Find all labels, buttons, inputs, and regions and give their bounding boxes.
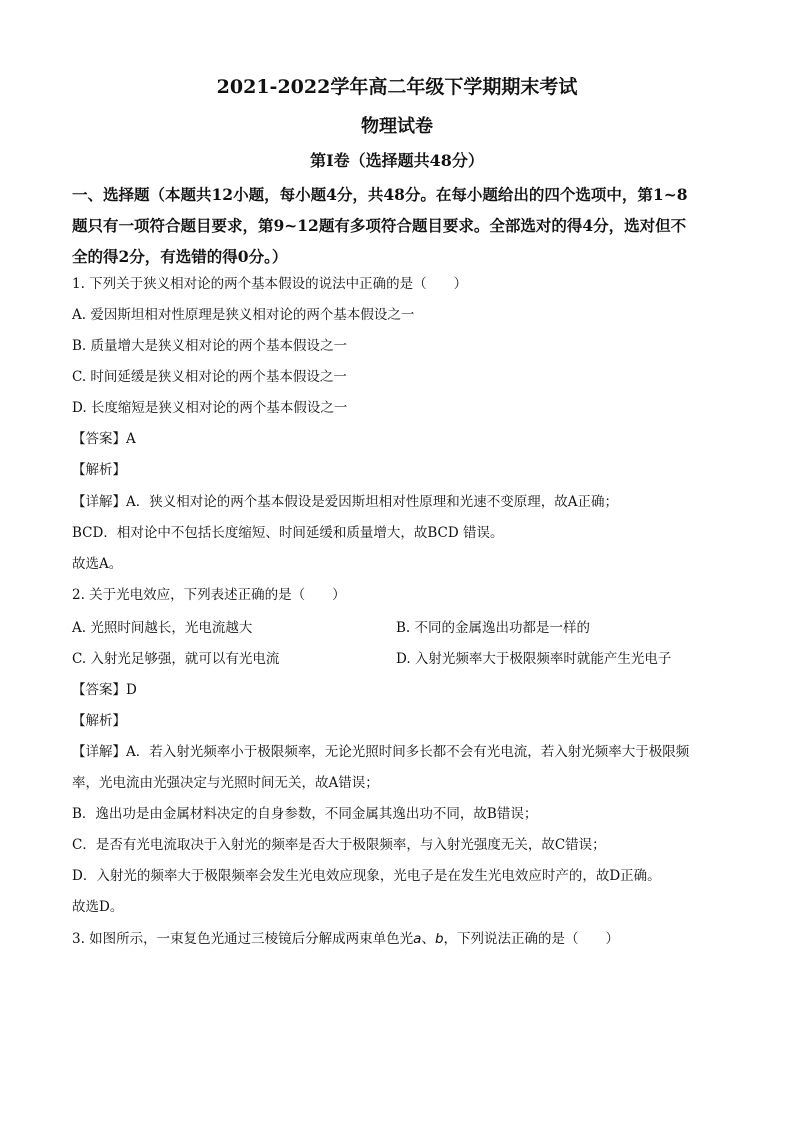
part-heading: 第Ⅰ卷（选择题共48分）: [310, 151, 484, 170]
question-1-option-c: C. 时间延缓是狭义相对论的两个基本假设之一: [72, 369, 347, 385]
exam-subject: 物理试卷: [361, 116, 433, 137]
instructions-line-2: 题只有一项符合题目要求，第9~12题有多项符合题目要求。全部选对的得4分，选对但不: [72, 216, 687, 235]
question-1-analysis: 【解析】: [72, 462, 126, 478]
question-2-conclusion: 故选D。: [72, 899, 124, 915]
question-2-option-c: C. 入射光足够强，就可以有光电流: [72, 651, 280, 667]
question-2-detail-1: 【详解】A．若入射光频率小于极限频率，无论光照时间多长都不会有光电流，若入射光频率大于极限频: [72, 744, 690, 760]
instructions-line-3: 全的得2分，有选错的得0分。）: [72, 247, 288, 266]
question-3-stem: [72, 929, 619, 949]
question-1-option-a: A. 爱因斯坦相对性原理是狭义相对论的两个基本假设之一: [72, 307, 415, 323]
question-2-stem: 2. 关于光电效应，下列表述正确的是（ ）: [72, 587, 346, 603]
question-3-separator: 、: [421, 931, 435, 947]
question-3-stem-after: ，下列说法正确的是（ ）: [443, 931, 620, 947]
question-2-answer: 【答案】D: [72, 682, 137, 698]
exam-title: 2021-2022学年高二年级下学期期末考试: [216, 76, 578, 98]
question-1-detail-2: BCD．相对论中不包括长度缩短、时间延缓和质量增大，故BCD 错误。: [72, 525, 504, 541]
question-2-detail-2: 率，光电流由光强决定与光照时间无关，故A错误；: [72, 775, 379, 791]
question-1-detail-1: 【详解】A．狭义相对论的两个基本假设是爱因斯坦相对性原理和光速不变原理，故A正确；: [72, 494, 618, 510]
question-2-detail-3: B．逸出功是由金属材料决定的自身参数，不同金属其逸出功不同，故B错误；: [72, 806, 538, 822]
instructions-line-1: 一、选择题（本题共12小题，每小题4分，共48分。在每小题给出的四个选项中，第1~8: [72, 185, 688, 204]
question-1-option-b: B. 质量增大是狭义相对论的两个基本假设之一: [72, 338, 348, 354]
variable-b: b: [434, 931, 444, 947]
question-2-analysis: 【解析】: [72, 713, 126, 729]
variable-a: a: [413, 931, 422, 947]
question-3-stem-before: 3. 如图所示，一束复色光通过三棱镜后分解成两束单色光: [72, 931, 414, 947]
question-1-option-d: D. 长度缩短是狭义相对论的两个基本假设之一: [72, 400, 348, 416]
section-instructions: [72, 179, 724, 272]
question-2-option-b: B. 不同的金属逸出功都是一样的: [396, 620, 591, 636]
question-2-option-a: A. 光照时间越长，光电流越大: [72, 620, 253, 636]
question-2-detail-5: D．入射光的频率大于极限频率会发生光电效应现象，光电子是在发生光电效应时产的，故D正确。: [72, 868, 661, 884]
question-2-detail-4: C．是否有光电流取决于入射光的频率是否大于极限频率，与入射光强度无关，故C错误；: [72, 837, 606, 853]
question-2-option-d: D. 入射光频率大于极限频率时就能产生光电子: [396, 651, 672, 667]
question-1-conclusion: 故选A。: [72, 556, 123, 572]
question-1-stem: 1. 下列关于狭义相对论的两个基本假设的说法中正确的是（ ）: [72, 276, 468, 292]
question-1-answer: 【答案】A: [72, 431, 136, 447]
